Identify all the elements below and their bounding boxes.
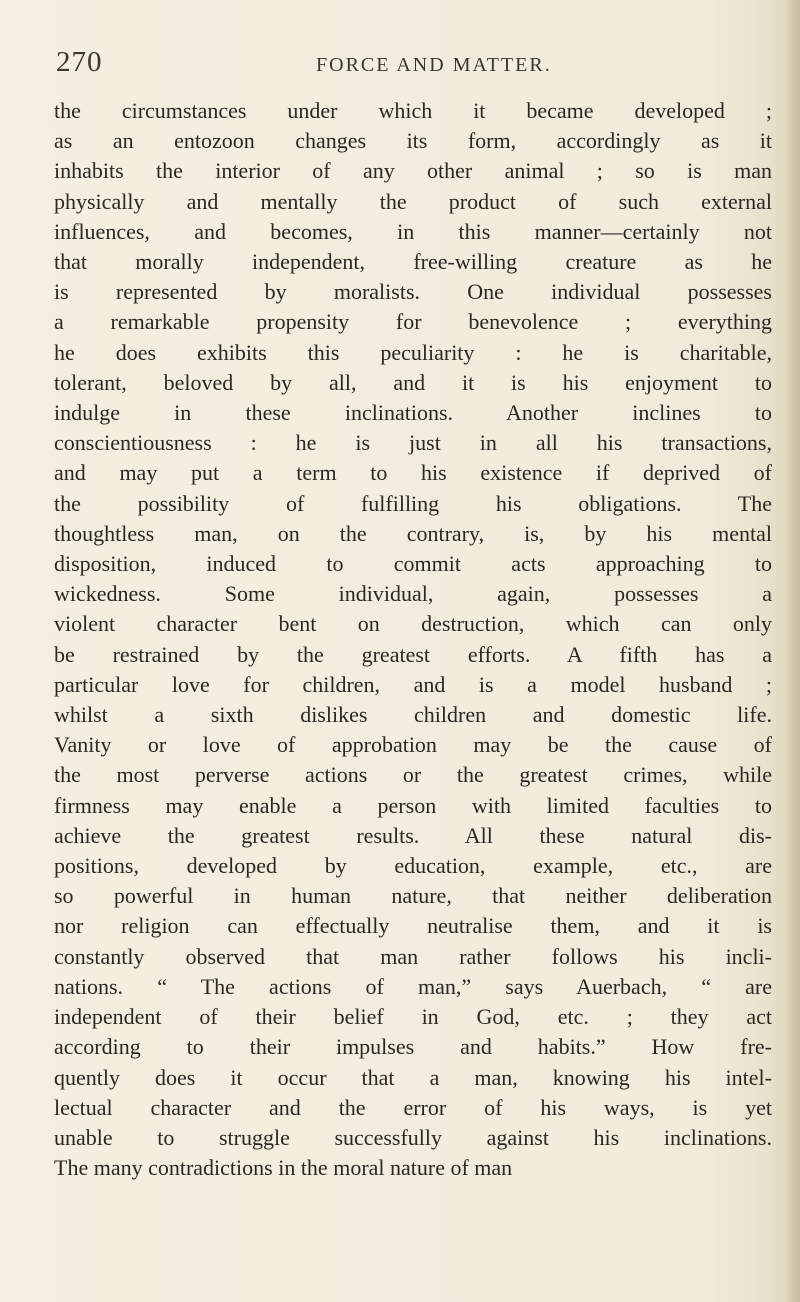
text-line: the possibility of fulfilling his obligations. The (54, 490, 772, 516)
text-line: physically and mentally the product of such external (54, 188, 772, 214)
text-line: indulge in these inclinations. Another inclines to (54, 400, 772, 426)
text-line: violent character bent on destruction, which can only (54, 611, 772, 637)
text-line: thoughtless man, on the contrary, is, by his mental (54, 520, 772, 546)
text-line: independent of their belief in God, etc. ; they act (54, 1004, 772, 1030)
text-line: the most perverse actions or the greatest crimes, while (54, 762, 772, 788)
text-line: firmness may enable a person with limited faculties to (54, 792, 772, 818)
text-line: according to their impulses and habits.” How fre- (54, 1034, 772, 1060)
text-line: so powerful in human nature, that neither deliberation (54, 883, 772, 909)
text-line: constantly observed that man rather follows his incli- (54, 943, 772, 969)
text-line: nations. “ The actions of man,” says Auerbach, “ are (54, 973, 772, 999)
text-line: nor religion can effectually neutralise them, and it is (54, 913, 772, 939)
text-line: be restrained by the greatest efforts. A fifth has a (54, 641, 772, 667)
text-line: tolerant, beloved by all, and it is his enjoyment to (54, 369, 772, 395)
text-line: The many contradictions in the moral nature of man (54, 1155, 513, 1181)
running-head: FORCE AND MATTER. (316, 54, 552, 76)
text-line: quently does it occur that a man, knowing his intel- (54, 1064, 772, 1090)
text-line: particular love for children, and is a model husband ; (54, 671, 772, 697)
text-line: Vanity or love of approbation may be the cause of (54, 732, 772, 758)
text-line: positions, developed by education, example, etc., are (54, 853, 772, 879)
text-line: the circumstances under which it became developed ; (54, 98, 772, 123)
text-line: wickedness. Some individual, again, possesses a (54, 581, 772, 607)
page-edge-shadow (786, 0, 800, 1302)
text-line: achieve the greatest results. All these natural dis- (54, 822, 772, 848)
text-line: that morally independent, free-willing creature as he (54, 249, 772, 275)
text-line: disposition, induced to commit acts approaching to (54, 551, 772, 577)
text-line: is represented by moralists. One individual possesses (54, 279, 772, 305)
text-line: inhabits the interior of any other animal ; so is man (54, 158, 772, 184)
text-line: influences, and becomes, in this manner—certainly not (54, 218, 772, 244)
text-line: he does exhibits this peculiarity : he is charitable, (54, 339, 772, 365)
text-line: conscientiousness : he is just in all his transactions, (54, 430, 772, 456)
text-line: a remarkable propensity for benevolence ; everything (54, 309, 772, 335)
page-header (56, 46, 756, 86)
text-line: as an entozoon changes its form, accordingly as it (54, 128, 772, 154)
text-line: unable to struggle successfully against his inclinations. (54, 1124, 772, 1150)
body-text (54, 96, 772, 1183)
text-line: and may put a term to his existence if deprived of (54, 460, 772, 486)
text-line: lectual character and the error of his ways, is yet (54, 1094, 772, 1120)
page-number: 270 (56, 46, 103, 78)
text-line: whilst a sixth dislikes children and domestic life. (54, 702, 772, 728)
